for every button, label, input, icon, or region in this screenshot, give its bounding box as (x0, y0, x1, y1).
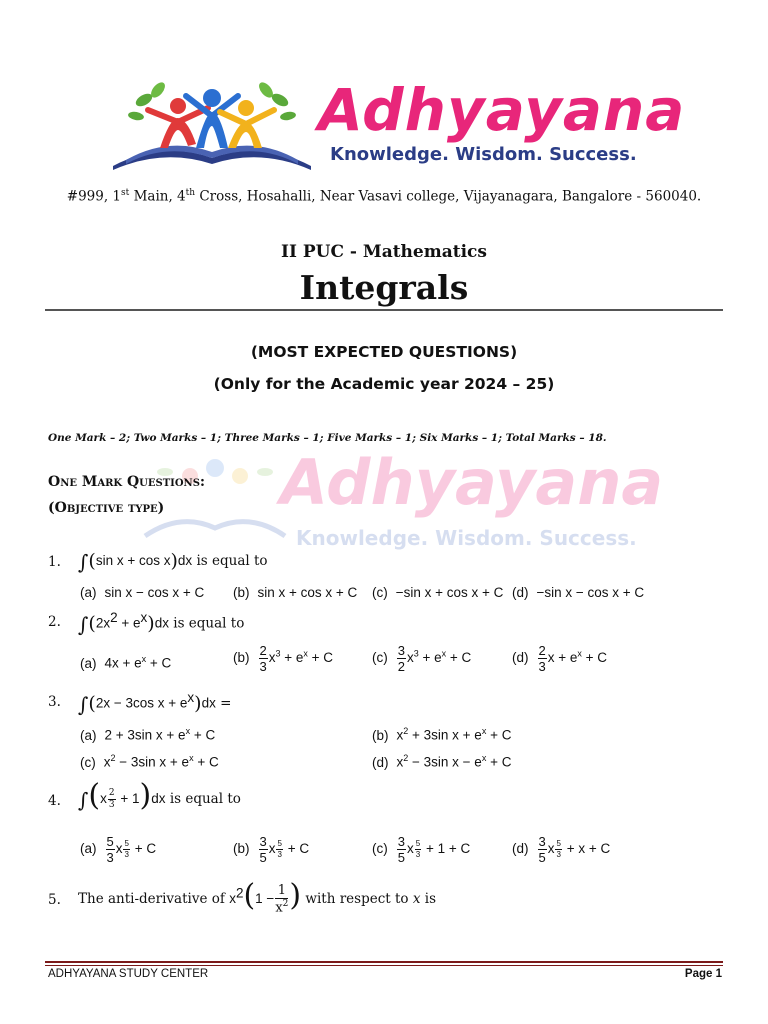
integral-sign-icon: ∫ (78, 788, 89, 812)
footer-divider-thin (45, 965, 723, 966)
address-line: #999, 1st Main, 4th Cross, Hosahalli, Near Vasavi college, Vijayanagara, Bangalore - 560040. (66, 188, 702, 205)
option-b: (b) $\frac{2}{3}$ $x^3 + e^x + C$ (233, 643, 334, 674)
brand-tagline: Knowledge. Wisdom. Success. (330, 144, 637, 165)
page-number: Page 1 (684, 968, 722, 980)
option-b: (b) sin x + cos x + C (233, 585, 358, 600)
option-a: (a) 2 + 3sin $x + e^x + C$ (80, 726, 216, 743)
option-b: (b) $\frac{3}{5}$ x $\frac{5}{3}$ + C (233, 834, 310, 865)
watermark-logo-icon (140, 446, 290, 546)
option-c: (c) $\frac{3}{5}$ x $\frac{5}{3}$ + 1 + C (372, 834, 471, 865)
option-d: (d) $x^2 - 3\sin$ $x - e^x + C$ (372, 753, 512, 770)
option-c: (c) $x^2 - 3\sin$ $x + e^x + C$ (80, 753, 219, 770)
integral-sign-icon: ∫ (78, 612, 89, 637)
option-b: (b) $x^2 + 3\sin$ $x + e^x + C$ (372, 726, 512, 743)
watermark-tagline: Knowledge. Wisdom. Success. (296, 526, 637, 550)
option-d: (d) $\frac{3}{5}$ x $\frac{5}{3}$ + x + C (512, 834, 611, 865)
question-4-text: ∫(x $\frac{2}{3}$ + 1)dx is equal to (78, 778, 241, 813)
option-c: (c) $\frac{3}{2}$ $x^3 + e^x + C$ (372, 643, 472, 674)
option-a: (a) $4x + e^x + C$ (80, 654, 172, 671)
title-divider (45, 309, 723, 311)
adhyayana-logo-icon (108, 78, 318, 176)
watermark-title: Adhyayana (280, 446, 664, 519)
option-a: (a) sin x − cos x + C (80, 585, 205, 600)
question-number: 5. (48, 892, 61, 908)
footer-center-name: ADHYAYANA STUDY CENTER (48, 968, 209, 980)
marks-summary: One Mark – 2; Two Marks – 1; Three Marks – 1; Five Marks – 1; Six Marks – 1; Total Marks – 18. (48, 432, 607, 444)
academic-year-note: (Only for the Academic year 2024 – 25) (213, 375, 555, 393)
page-title: Integrals (299, 268, 469, 307)
question-number: 1. (48, 554, 61, 570)
watermark (140, 446, 664, 556)
option-d: (d) −sin x − cos x + C (512, 585, 645, 600)
footer-divider (45, 961, 723, 963)
section-heading: (MOST EXPECTED QUESTIONS) (250, 343, 518, 361)
integral-sign-icon: ∫ (78, 550, 89, 574)
objective-type-heading: (Objective type) (48, 500, 165, 516)
option-a: (a) $\frac{5}{3}$ x $\frac{5}{3}$ + C (80, 834, 157, 865)
question-1-text: ∫(sin x + cos x)dx is equal to (78, 550, 268, 574)
question-number: 4. (48, 793, 61, 809)
question-number: 3. (48, 694, 61, 710)
subject-heading: II PUC - Mathematics (281, 242, 487, 262)
option-d: (d) $\frac{2}{3}$ $x + e^x + C$ (512, 643, 608, 674)
question-5-text: The anti-derivative of $x^2(1$ − $\frac{1}{x^2}$ ) with respect to x is (78, 878, 437, 916)
one-mark-heading: One Mark Questions: (48, 474, 206, 490)
question-2-text: $\int(2x^2 + e^x)dx$ is equal to (78, 610, 245, 637)
integral-sign-icon: ∫ (78, 692, 89, 717)
option-c: (c) −sin x + cos x + C (372, 585, 504, 600)
brand-title: Adhyayana (318, 76, 686, 144)
question-3-text: ∫(2x − 3cos $x + e^x)dx$ = (78, 690, 232, 717)
question-number: 2. (48, 614, 61, 630)
